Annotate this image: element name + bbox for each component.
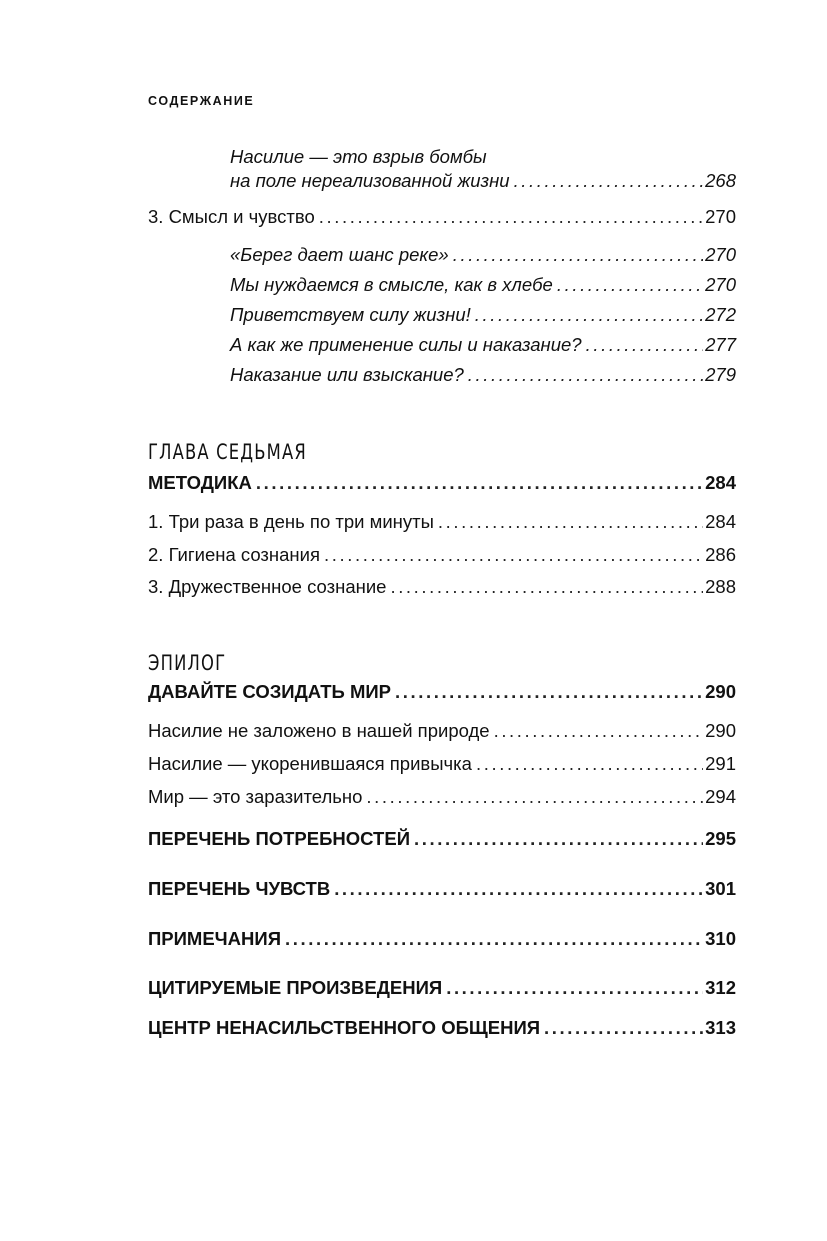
toc-subitem[interactable]	[230, 363, 736, 387]
toc-subitem-page: 270	[705, 274, 736, 295]
appendix-entry[interactable]	[148, 1016, 736, 1040]
toc-subitem-page: 277	[705, 334, 736, 355]
appendix-entry[interactable]	[148, 827, 736, 851]
appendix-page: 312	[705, 977, 736, 998]
dot-leader	[334, 877, 703, 901]
dot-leader	[476, 752, 703, 776]
toc-subitem-title: А как же применение силы и наказание?	[230, 334, 582, 355]
dot-leader	[544, 1016, 703, 1040]
toc-section-title: 3. Смысл и чувство	[148, 206, 315, 227]
toc-section-page: 290	[705, 720, 736, 741]
dot-leader	[324, 543, 703, 567]
toc-subitem-page: 272	[705, 304, 736, 325]
dot-leader	[256, 471, 703, 495]
toc-section-title: Насилие — укоренившаяся привычка	[148, 753, 472, 774]
toc-entry-line1: Насилие — это взрыв бомбы	[230, 146, 487, 167]
dot-leader	[414, 827, 703, 851]
toc-entry-page: 268	[705, 170, 736, 191]
toc-section-title: 3. Дружественное сознание	[148, 576, 387, 597]
chapter-label: ЭПИЛОГ	[148, 651, 227, 675]
dot-leader	[285, 927, 703, 951]
toc-section-title: Мир — это заразительно	[148, 786, 363, 807]
toc-subitem-page: 279	[705, 364, 736, 385]
toc-section[interactable]	[148, 575, 736, 599]
toc-subitem[interactable]	[230, 333, 736, 357]
toc-section-page: 286	[705, 544, 736, 565]
toc-subitem[interactable]	[230, 303, 736, 327]
dot-leader	[514, 169, 704, 193]
dot-leader	[475, 303, 703, 327]
dot-leader	[395, 680, 703, 704]
toc-section[interactable]	[148, 543, 736, 567]
toc-subitem-title: Наказание или взыскание?	[230, 364, 464, 385]
chapter-title-text: МЕТОДИКА	[148, 472, 252, 493]
toc-section-title: 2. Гигиена сознания	[148, 544, 320, 565]
toc-subitem[interactable]	[230, 273, 736, 297]
appendix-title: ЦИТИРУЕМЫЕ ПРОИЗВЕДЕНИЯ	[148, 977, 443, 998]
chapter-title-page: 290	[705, 681, 736, 702]
toc-entry-title: на поле нереализованной жизни	[230, 170, 510, 191]
dot-leader	[390, 575, 703, 599]
dot-leader	[494, 719, 704, 743]
toc-section[interactable]	[148, 752, 736, 776]
appendix-page: 301	[705, 878, 736, 899]
toc-section[interactable]	[148, 785, 736, 809]
toc-subitem-title: Мы нуждаемся в смысле, как в хлебе	[230, 274, 553, 295]
appendix-page: 310	[705, 928, 736, 949]
toc-subitem[interactable]	[230, 243, 736, 267]
dot-leader	[557, 273, 703, 297]
toc-section-page: 288	[705, 576, 736, 597]
toc-section[interactable]	[148, 510, 736, 534]
dot-leader	[446, 976, 703, 1000]
toc-section-title: Насилие не заложено в нашей природе	[148, 720, 490, 741]
appendix-page: 295	[705, 828, 736, 849]
toc-section-page: 284	[705, 511, 736, 532]
toc-section-page: 270	[705, 206, 736, 227]
toc-section-page: 291	[705, 753, 736, 774]
appendix-title: ПЕРЕЧЕНЬ ПОТРЕБНОСТЕЙ	[148, 828, 410, 849]
toc-subitem-title: Приветствуем силу жизни!	[230, 304, 471, 325]
dot-leader	[468, 363, 703, 387]
toc-section-title: 1. Три раза в день по три минуты	[148, 511, 434, 532]
appendix-entry[interactable]	[148, 877, 736, 901]
appendix-title: ПРИМЕЧАНИЯ	[148, 928, 281, 949]
chapter-title[interactable]	[148, 471, 736, 495]
appendix-entry[interactable]	[148, 927, 736, 951]
chapter-title-page: 284	[705, 472, 736, 493]
toc-subitem-page: 270	[705, 244, 736, 265]
chapter-title-text: ДАВАЙТЕ СОЗИДАТЬ МИР	[148, 681, 391, 702]
appendix-title: ЦЕНТР НЕНАСИЛЬСТВЕННОГО ОБЩЕНИЯ	[148, 1017, 541, 1038]
toc-subitem-title: «Берег дает шанс реке»	[230, 244, 449, 265]
chapter-title[interactable]	[148, 680, 736, 704]
toc-section[interactable]	[148, 205, 736, 229]
toc-entry[interactable]	[230, 169, 736, 193]
appendix-page: 313	[705, 1017, 736, 1038]
dot-leader	[586, 333, 704, 357]
dot-leader	[319, 205, 703, 229]
toc-section[interactable]	[148, 719, 736, 743]
appendix-entry[interactable]	[148, 976, 736, 1000]
dot-leader	[453, 243, 703, 267]
toc-section-page: 294	[705, 786, 736, 807]
running-head: СОДЕРЖАНИЕ	[148, 94, 255, 108]
appendix-title: ПЕРЕЧЕНЬ ЧУВСТВ	[148, 878, 331, 899]
dot-leader	[366, 785, 703, 809]
chapter-label: ГЛАВА СЕДЬМАЯ	[148, 440, 307, 464]
dot-leader	[438, 510, 703, 534]
